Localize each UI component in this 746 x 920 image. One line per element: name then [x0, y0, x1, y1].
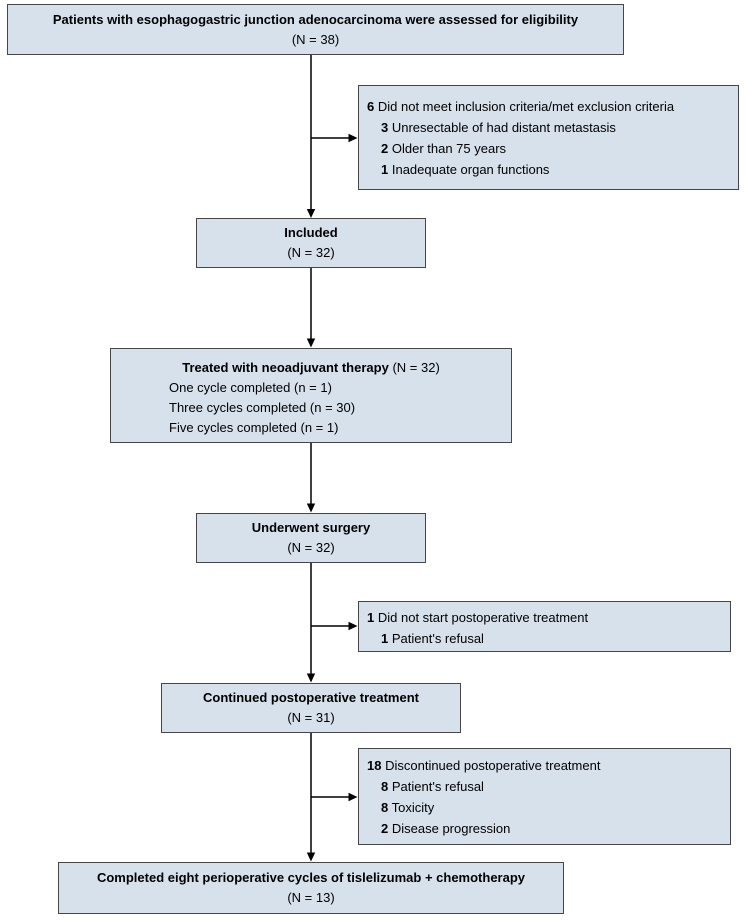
arrowhead-down-icon: [307, 209, 315, 218]
arrowhead-down-icon: [307, 504, 315, 513]
reason-text: Disease progression: [391, 821, 511, 836]
reason-count: 18: [367, 758, 382, 773]
cycle-line: One cycle completed (n = 1): [169, 380, 332, 395]
neoadjuvant-box: [110, 348, 512, 443]
eligibility-box: [7, 4, 624, 55]
exclusion-reason-line: [367, 96, 732, 117]
discontinued-reason-line: [367, 776, 724, 797]
completed-box: [58, 862, 564, 914]
reason-text: Toxicity: [391, 800, 435, 815]
discontinued-box: [358, 748, 731, 845]
connector-eligibility-included: [307, 55, 315, 218]
eligibility-n: (N = 38): [291, 31, 340, 47]
included-title: Included: [284, 225, 338, 240]
connector-branch-not-started: [311, 622, 358, 630]
continued-box: [161, 683, 461, 733]
reason-text: Unresectable of had distant metastasis: [391, 120, 616, 135]
discontinued-reason-line: [367, 755, 724, 776]
connector-included-neoadjuvant: [307, 268, 315, 348]
neoadjuvant-title: [111, 349, 511, 378]
reason-text: Patient's refusal: [391, 779, 484, 794]
completed-title: Completed eight perioperative cycles of tislelizumab + chemotherapy: [96, 870, 526, 885]
reason-count: 8: [381, 779, 389, 794]
included-n: (N = 32): [287, 245, 335, 260]
reason-count: 1: [381, 631, 389, 646]
exclusion-reason-line: [367, 138, 732, 159]
surgery-box: [196, 513, 426, 563]
connector-surgery-continued: [307, 563, 315, 683]
excluded-box: [358, 85, 739, 190]
reason-text: Did not start postoperative treatment: [377, 610, 589, 625]
not-started-reason-line: [367, 628, 724, 649]
neoadjuvant-title-text: Treated with neoadjuvant therapy: [182, 360, 389, 375]
surgery-title: Underwent surgery: [251, 520, 371, 535]
connector-continued-completed: [307, 733, 315, 862]
reason-text: Inadequate organ functions: [391, 162, 550, 177]
exclusion-reason-line: [367, 159, 732, 180]
reason-count: 6: [367, 99, 375, 114]
cycle-line: Five cycles completed (n = 1): [169, 420, 339, 435]
arrowhead-right-icon: [349, 134, 358, 142]
reason-count: 1: [367, 610, 375, 625]
not-started-reason-line: [367, 607, 724, 628]
cycle-lines: [111, 378, 511, 438]
reason-text: Did not meet inclusion criteria/met exclusion criteria: [377, 99, 675, 114]
eligibility-title: Patients with esophagogastric junction adenocarcinoma were assessed for eligibility: [52, 11, 579, 27]
discontinued-reason-line: [367, 818, 724, 839]
neoadjuvant-n: (N = 32): [392, 360, 440, 375]
reason-text: Discontinued postoperative treatment: [385, 758, 601, 773]
continued-n: (N = 31): [287, 710, 335, 725]
surgery-n: (N = 32): [287, 540, 335, 555]
not-started-box: [358, 601, 731, 652]
discontinued-reason-line: [367, 797, 724, 818]
arrowhead-right-icon: [349, 793, 358, 801]
arrowhead-down-icon: [307, 339, 315, 348]
cycle-line: Three cycles completed (n = 30): [169, 400, 356, 415]
connector-branch-excluded: [311, 134, 358, 142]
reason-count: 2: [381, 141, 389, 156]
connector-branch-discontinued: [311, 793, 358, 801]
connector-neoadjuvant-surgery: [307, 443, 315, 513]
arrowhead-down-icon: [307, 674, 315, 683]
continued-title: Continued postoperative treatment: [203, 690, 419, 705]
reason-count: 3: [381, 120, 389, 135]
reason-text: Older than 75 years: [391, 141, 507, 156]
arrowhead-down-icon: [307, 853, 315, 862]
completed-n: (N = 13): [287, 890, 335, 905]
arrowhead-right-icon: [349, 622, 358, 630]
reason-count: 2: [381, 821, 389, 836]
reason-text: Patient's refusal: [391, 631, 484, 646]
exclusion-reason-line: [367, 117, 732, 138]
included-box: [196, 218, 426, 268]
reason-count: 8: [381, 800, 389, 815]
reason-count: 1: [381, 162, 389, 177]
